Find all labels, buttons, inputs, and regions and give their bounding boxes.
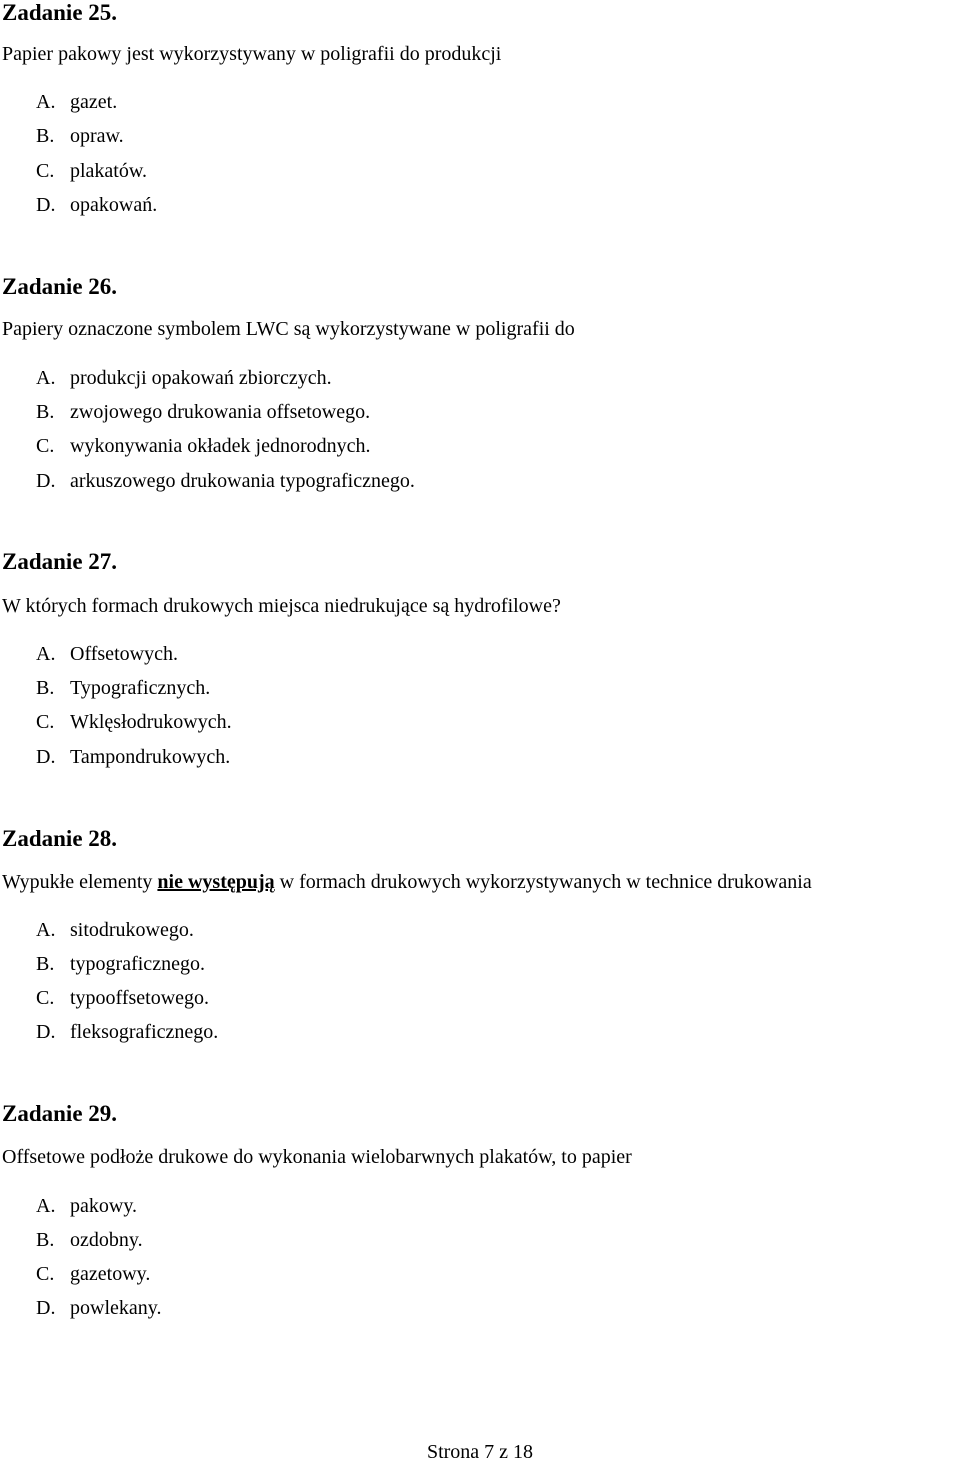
option-c [36,159,147,183]
option-letter: C. [36,711,55,733]
option-c [36,986,209,1010]
option-text: plakatów. [70,160,148,182]
option-b [36,1228,143,1252]
task-question: Papiery oznaczone symbolem LWC są wykorzystywane w poligrafii do [2,318,575,340]
task-question: W których formach drukowych miejsca niedrukujące są hydrofilowe? [2,595,561,617]
option-a [36,918,194,942]
option-text: typooffsetowego. [70,987,210,1009]
option-letter: D. [36,470,56,492]
question-text: w formach drukowych wykorzystywanych w technice drukowania [274,871,812,893]
option-letter: B. [36,677,55,699]
task-question [2,870,812,894]
option-b [36,676,210,700]
option-c [36,710,232,734]
option-a [36,90,117,114]
option-text: gazetowy. [70,1263,151,1285]
option-text: Wklęsłodrukowych. [70,711,232,733]
task-title: Zadanie 27. [2,549,118,574]
option-text: sitodrukowego. [70,919,194,941]
option-text: opraw. [70,125,124,147]
option-d [36,745,230,769]
task-question: Papier pakowy jest wykorzystywany w poligrafii do produkcji [2,43,502,65]
option-letter: D. [36,194,56,216]
option-text: Offsetowych. [70,643,178,665]
option-letter: B. [36,953,55,975]
option-letter: A. [36,91,56,113]
question-text: Wypukłe elementy [2,871,158,893]
option-b [36,124,124,148]
option-text: wykonywania okładek jednorodnych. [70,435,371,457]
option-c [36,1262,150,1286]
option-letter: B. [36,125,55,147]
option-letter: B. [36,401,55,423]
option-letter: C. [36,435,55,457]
option-letter: C. [36,987,55,1009]
option-letter: D. [36,1021,56,1043]
option-b [36,400,370,424]
option-letter: B. [36,1229,55,1251]
task-title: Zadanie 29. [2,1101,118,1126]
option-a [36,366,332,390]
option-text: pakowy. [70,1195,138,1217]
option-text: powlekany. [70,1297,162,1319]
option-text: ozdobny. [70,1229,143,1251]
task-title: Zadanie 25. [2,0,118,25]
task-question: Offsetowe podłoże drukowe do wykonania wielobarwnych plakatów, to papier [2,1146,632,1168]
option-letter: A. [36,919,56,941]
option-letter: C. [36,1263,55,1285]
option-text: gazet. [70,91,118,113]
option-a [36,1194,137,1218]
question-emphasis: nie występują [157,871,275,893]
task-title: Zadanie 26. [2,274,118,299]
option-text: typograficznego. [70,953,205,975]
option-text: arkuszowego drukowania typograficznego. [70,470,415,492]
page-number: Strona 7 z 18 [426,1441,534,1463]
option-d [36,1296,161,1320]
option-letter: C. [36,160,55,182]
option-letter: A. [36,643,56,665]
task-title: Zadanie 28. [2,826,118,851]
option-b [36,952,205,976]
option-letter: A. [36,367,56,389]
option-d [36,1020,218,1044]
option-text: opakowań. [70,194,158,216]
option-a [36,642,178,666]
option-d [36,193,157,217]
option-letter: D. [36,746,56,768]
option-d [36,469,415,493]
option-text: Typograficznych. [70,677,211,699]
option-text: zwojowego drukowania offsetowego. [70,401,371,423]
option-letter: D. [36,1297,56,1319]
option-c [36,434,370,458]
option-text: produkcji opakowań zbiorczych. [70,367,332,389]
option-text: fleksograficznego. [70,1021,219,1043]
option-text: Tampondrukowych. [70,746,231,768]
option-letter: A. [36,1195,56,1217]
